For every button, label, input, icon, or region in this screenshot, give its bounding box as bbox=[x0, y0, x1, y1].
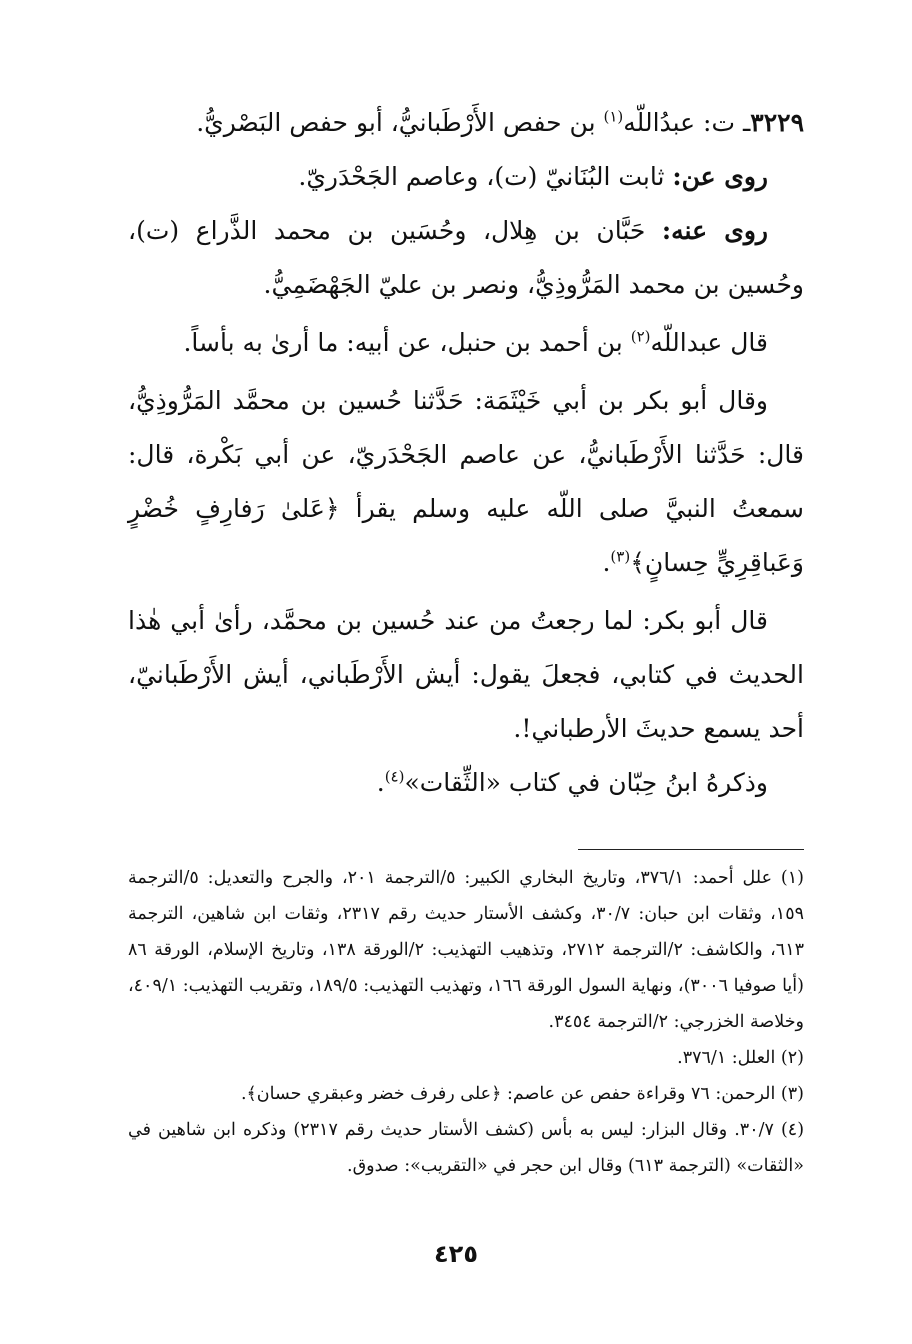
entry-heading-part1: ـ ت: عبدُاللّه bbox=[623, 108, 751, 137]
abdullah-part1: قال عبداللّه bbox=[650, 328, 768, 357]
footnote-3: (٣) الرحمن: ٧٦ وقراءة حفص عن عاصم: ﴿على رفرف خضر وعبقري حسان﴾. bbox=[240, 1084, 804, 1104]
main-text bbox=[128, 96, 804, 810]
footnotes bbox=[128, 860, 804, 1184]
khaythama-paragraph bbox=[128, 374, 804, 590]
footnote-4: (٤) ٣٠/٧. وقال البزار: ليس به بأس (كشف الأستار حديث رقم ٢٣١٧) وذكره ابن شاهين في «الثقات» (الترجمة ٦١٣) وقال ابن حجر في «التقريب»: صدوق. bbox=[128, 1120, 805, 1176]
hibban-part2: . bbox=[376, 768, 385, 797]
rawa-an-label: روى عن: bbox=[672, 162, 768, 191]
khaythama-part2: . bbox=[602, 548, 611, 577]
abubakr-paragraph: قال أبو بكر: لما رجعتُ من عند حُسين بن محمَّد، رأىٰ أبي هٰذا الحديث في كتابي، فجعلَ يقول: أيش الأَرْطَباني، أيش الأَرْطَبانيّ، أحد يسمع حديثَ الأرطباني!. bbox=[128, 606, 804, 743]
hibban-paragraph bbox=[128, 756, 804, 810]
rawa-anhu-paragraph bbox=[128, 204, 804, 312]
entry-heading-part2: بن حفص الأَرْطَبانيُّ، أبو حفص البَصْريُّ. bbox=[196, 108, 604, 137]
footnote-divider bbox=[578, 849, 804, 850]
rawa-anhu-label: روى عنه: bbox=[661, 216, 768, 245]
hibban-part1: وذكرهُ ابنُ حِبّان في كتاب «الثِّقات» bbox=[404, 768, 768, 797]
footnote-2: (٢) العلل: ٣٧٦/١. bbox=[677, 1048, 804, 1068]
footnote-ref-1: (١) bbox=[603, 107, 624, 126]
rawa-anhu-text: حَبَّان بن هِلال، وحُسَين بن محمد الذَّراع (ت)، وحُسين بن محمد المَرُّوذِيُّ، ونصر بن عليّ الجَهْضَمِيُّ. bbox=[128, 216, 804, 299]
page-number: ٤٢٥ bbox=[434, 1240, 478, 1268]
footnote-ref-4: (٤) bbox=[384, 767, 405, 786]
footnote-1: (١) علل أحمد: ٣٧٦/١، وتاريخ البخاري الكبير: ٥/الترجمة ٢٠١، والجرح والتعديل: ٥/الترجمة ١٥٩، وثقات ابن حبان: ٣٠/٧، وكشف الأستار حديث رقم ٢٣١٧، وثقات ابن شاهين، الترجمة ٦١٣، والكاشف: ٢/الترجمة ٢٧١٢، وتذهيب التهذيب: ٢/الورقة ١٣٨، وتاريخ الإسلام، الورقة ٨٦ (أيا صوفيا ٣٠٠٦)، ونهاية السول الورقة ١٦٦، وتهذيب التهذيب: ١٨٩/٥، وتقريب التهذيب: ٤٠٩/١، وخلاصة الخزرجي: ٢/الترجمة ٣٤٥٤. bbox=[128, 868, 804, 1032]
rawa-an-paragraph bbox=[128, 150, 804, 204]
abdullah-paragraph bbox=[128, 316, 804, 370]
footnote-ref-3: (٣) bbox=[610, 547, 631, 566]
abdullah-part2: بن أحمد بن حنبل، عن أبيه: ما أرىٰ به بأساً. bbox=[183, 328, 631, 357]
entry-heading bbox=[128, 96, 804, 150]
footnote-ref-2: (٢) bbox=[630, 327, 651, 346]
entry-number: ٣٢٢٩ bbox=[750, 108, 804, 137]
khaythama-part1: وقال أبو بكر بن أبي خَيْثَمَة: حَدَّثنا حُسين بن محمَّد المَرُّوذِيُّ، قال: حَدَّثنا الأَرْطَبانيُّ، عن عاصم الجَحْدَريّ، عن أبي بَكْرة، قال: سمعتُ النبيَّ صلى اللّه عليه وسلم يقرأ ﴿عَلىٰ رَفارِفٍ خُضْرٍ وَعَباقِرِيٍّ حِسانٍ﴾ bbox=[128, 386, 804, 577]
rawa-an-text: ثابت البُنَانيّ (ت)، وعاصم الجَحْدَريّ. bbox=[298, 162, 673, 191]
